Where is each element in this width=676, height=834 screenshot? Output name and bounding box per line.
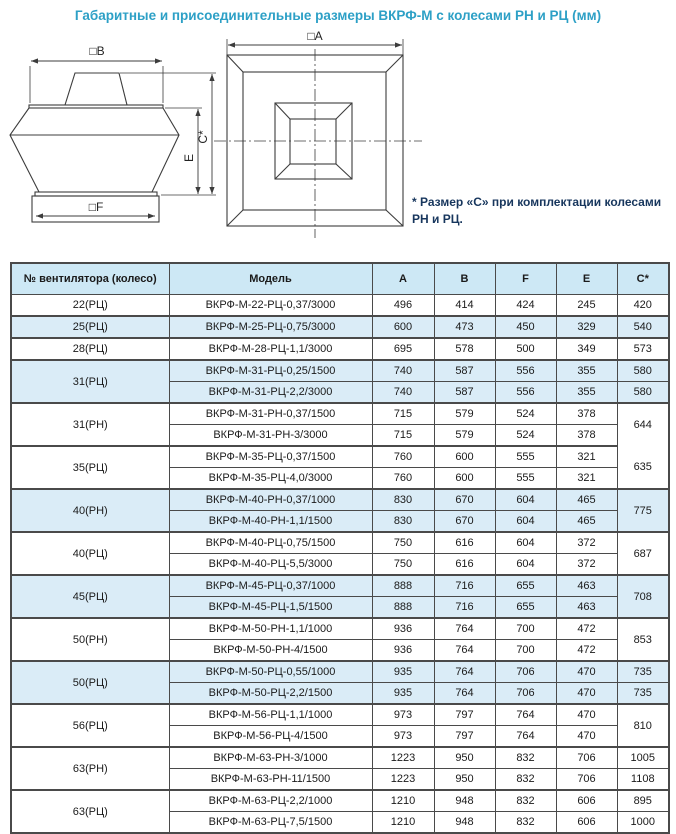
cell-wheel: 50(РН) — [11, 618, 169, 661]
cell-b: 616 — [434, 554, 495, 576]
cell-a: 760 — [372, 468, 434, 490]
cell-model: ВКРФ-М-50-РЦ-0,55/1000 — [169, 661, 372, 683]
cell-b: 587 — [434, 382, 495, 404]
cell-b: 670 — [434, 511, 495, 533]
cell-model: ВКРФ-М-40-РН-0,37/1000 — [169, 489, 372, 511]
cell-model: ВКРФ-М-56-РЦ-1,1/1000 — [169, 704, 372, 726]
cell-f: 655 — [495, 575, 556, 597]
dim-f-label: □F — [88, 200, 104, 214]
dim-a-label: □A — [307, 29, 323, 43]
table-row — [11, 532, 669, 554]
cell-c: 420 — [617, 295, 669, 317]
cell-e: 463 — [556, 597, 617, 619]
cell-b: 764 — [434, 618, 495, 640]
cell-c: 540 — [617, 316, 669, 338]
fan-body-outline — [10, 108, 179, 192]
cell-a: 888 — [372, 597, 434, 619]
cell-a: 750 — [372, 554, 434, 576]
cell-wheel: 63(РН) — [11, 747, 169, 790]
cell-f: 604 — [495, 532, 556, 554]
cell-f: 832 — [495, 769, 556, 791]
cell-b: 579 — [434, 403, 495, 425]
cell-c: 580 — [617, 360, 669, 382]
cell-model: ВКРФ-М-40-РЦ-0,75/1500 — [169, 532, 372, 554]
cell-c: 635 — [617, 446, 669, 489]
table-row — [11, 338, 669, 360]
cell-e: 245 — [556, 295, 617, 317]
cell-e: 372 — [556, 554, 617, 576]
cell-model: ВКРФ-М-50-РН-1,1/1000 — [169, 618, 372, 640]
cell-b: 950 — [434, 747, 495, 769]
cell-f: 764 — [495, 704, 556, 726]
table-row — [11, 747, 669, 769]
cell-b: 716 — [434, 575, 495, 597]
cell-f: 706 — [495, 661, 556, 683]
cell-a: 750 — [372, 532, 434, 554]
cell-e: 606 — [556, 812, 617, 834]
cell-model: ВКРФ-М-63-РН-11/1500 — [169, 769, 372, 791]
cell-f: 555 — [495, 468, 556, 490]
cell-f: 700 — [495, 618, 556, 640]
cell-f: 700 — [495, 640, 556, 662]
cell-wheel: 63(РЦ) — [11, 790, 169, 833]
cell-f: 450 — [495, 316, 556, 338]
cell-model: ВКРФ-М-40-РЦ-5,5/3000 — [169, 554, 372, 576]
cell-f: 556 — [495, 382, 556, 404]
cell-c: 810 — [617, 704, 669, 747]
cell-e: 378 — [556, 403, 617, 425]
cell-a: 830 — [372, 511, 434, 533]
cell-c: 895 — [617, 790, 669, 812]
cell-e: 329 — [556, 316, 617, 338]
cell-model: ВКРФ-М-56-РЦ-4/1500 — [169, 726, 372, 748]
cell-e: 706 — [556, 747, 617, 769]
table-row — [11, 446, 669, 468]
table-header — [11, 263, 669, 295]
cell-a: 1210 — [372, 812, 434, 834]
cell-wheel: 45(РЦ) — [11, 575, 169, 618]
cell-b: 948 — [434, 790, 495, 812]
cell-e: 321 — [556, 446, 617, 468]
dim-e-label: E — [182, 153, 196, 163]
table-row — [11, 661, 669, 683]
cell-model: ВКРФ-М-31-РЦ-0,25/1500 — [169, 360, 372, 382]
cell-a: 740 — [372, 360, 434, 382]
cell-model: ВКРФ-М-35-РЦ-0,37/1500 — [169, 446, 372, 468]
dim-c-label: C* — [196, 130, 210, 144]
cell-e: 606 — [556, 790, 617, 812]
cell-a: 830 — [372, 489, 434, 511]
drawings-area — [0, 24, 676, 258]
cell-a: 1210 — [372, 790, 434, 812]
cell-f: 500 — [495, 338, 556, 360]
cell-e: 372 — [556, 532, 617, 554]
column-header-3: B — [434, 263, 495, 295]
cell-wheel: 28(РЦ) — [11, 338, 169, 360]
cell-e: 349 — [556, 338, 617, 360]
cell-c: 853 — [617, 618, 669, 661]
cell-a: 496 — [372, 295, 434, 317]
cell-wheel: 56(РЦ) — [11, 704, 169, 747]
cell-c: 708 — [617, 575, 669, 618]
cell-model: ВКРФ-М-31-РН-3/3000 — [169, 425, 372, 447]
cell-c: 775 — [617, 489, 669, 532]
table-row — [11, 360, 669, 382]
cell-c: 687 — [617, 532, 669, 575]
cell-b: 764 — [434, 661, 495, 683]
cell-model: ВКРФ-М-50-РН-4/1500 — [169, 640, 372, 662]
cell-f: 655 — [495, 597, 556, 619]
cell-a: 695 — [372, 338, 434, 360]
column-header-6: C* — [617, 263, 669, 295]
table-row — [11, 295, 669, 317]
side-view-drawing — [2, 40, 218, 236]
cell-a: 936 — [372, 618, 434, 640]
cell-wheel: 40(РН) — [11, 489, 169, 532]
cell-f: 524 — [495, 403, 556, 425]
cell-b: 764 — [434, 683, 495, 705]
cell-e: 355 — [556, 382, 617, 404]
column-header-2: A — [372, 263, 434, 295]
cell-model: ВКРФ-М-31-РЦ-2,2/3000 — [169, 382, 372, 404]
fan-dimensions-table — [10, 262, 670, 834]
cell-f: 764 — [495, 726, 556, 748]
table-row — [11, 403, 669, 425]
dimension-note: * Размер «С» при комплектации колесами РН и РЦ. — [412, 195, 662, 226]
cell-b: 716 — [434, 597, 495, 619]
table-row — [11, 790, 669, 812]
cell-b: 473 — [434, 316, 495, 338]
cell-c: 735 — [617, 683, 669, 705]
cell-model: ВКРФ-М-45-РЦ-0,37/1000 — [169, 575, 372, 597]
column-header-1: Модель — [169, 263, 372, 295]
cell-a: 935 — [372, 661, 434, 683]
cell-wheel: 35(РЦ) — [11, 446, 169, 489]
cell-a: 740 — [372, 382, 434, 404]
cell-b: 797 — [434, 704, 495, 726]
cell-f: 706 — [495, 683, 556, 705]
cell-c: 1108 — [617, 769, 669, 791]
cell-e: 465 — [556, 511, 617, 533]
cell-e: 378 — [556, 425, 617, 447]
cell-a: 973 — [372, 704, 434, 726]
cell-wheel: 25(РЦ) — [11, 316, 169, 338]
cell-model: ВКРФ-М-50-РЦ-2,2/1500 — [169, 683, 372, 705]
cell-c: 644 — [617, 403, 669, 446]
column-header-5: E — [556, 263, 617, 295]
top-view-drawing — [210, 26, 426, 242]
cell-e: 321 — [556, 468, 617, 490]
cell-a: 888 — [372, 575, 434, 597]
cell-b: 600 — [434, 446, 495, 468]
cell-model: ВКРФ-М-45-РЦ-1,5/1500 — [169, 597, 372, 619]
cell-wheel: 50(РЦ) — [11, 661, 169, 704]
cell-model: ВКРФ-М-28-РЦ-1,1/3000 — [169, 338, 372, 360]
cell-a: 760 — [372, 446, 434, 468]
column-header-0: № вентилятора (колесо) — [11, 263, 169, 295]
motor-cover-outline — [65, 73, 127, 105]
cell-e: 470 — [556, 726, 617, 748]
cell-a: 1223 — [372, 769, 434, 791]
cell-a: 715 — [372, 425, 434, 447]
cell-c: 573 — [617, 338, 669, 360]
cell-f: 604 — [495, 554, 556, 576]
table-row — [11, 316, 669, 338]
cell-e: 355 — [556, 360, 617, 382]
cell-e: 470 — [556, 683, 617, 705]
cell-f: 832 — [495, 790, 556, 812]
cell-f: 424 — [495, 295, 556, 317]
cell-f: 604 — [495, 511, 556, 533]
cell-f: 524 — [495, 425, 556, 447]
table-row — [11, 575, 669, 597]
table-row — [11, 704, 669, 726]
cell-model: ВКРФ-М-40-РН-1,1/1500 — [169, 511, 372, 533]
cell-b: 950 — [434, 769, 495, 791]
cell-a: 715 — [372, 403, 434, 425]
cell-e: 465 — [556, 489, 617, 511]
cell-b: 764 — [434, 640, 495, 662]
dim-b-label: □B — [89, 44, 105, 58]
cell-model: ВКРФ-М-63-РЦ-2,2/1000 — [169, 790, 372, 812]
cell-model: ВКРФ-М-63-РЦ-7,5/1500 — [169, 812, 372, 834]
cell-b: 578 — [434, 338, 495, 360]
table-row — [11, 489, 669, 511]
cell-model: ВКРФ-М-25-РЦ-0,75/3000 — [169, 316, 372, 338]
cell-c: 1005 — [617, 747, 669, 769]
cell-e: 472 — [556, 618, 617, 640]
cell-c: 735 — [617, 661, 669, 683]
cell-wheel: 40(РЦ) — [11, 532, 169, 575]
cell-wheel: 22(РЦ) — [11, 295, 169, 317]
cell-f: 555 — [495, 446, 556, 468]
cell-b: 600 — [434, 468, 495, 490]
cell-a: 600 — [372, 316, 434, 338]
dimension-f — [36, 200, 155, 216]
cell-b: 579 — [434, 425, 495, 447]
cell-e: 470 — [556, 661, 617, 683]
cell-wheel: 31(РН) — [11, 403, 169, 446]
cell-e: 706 — [556, 769, 617, 791]
cell-b: 797 — [434, 726, 495, 748]
table-row — [11, 618, 669, 640]
dimension-e — [161, 108, 216, 195]
cell-e: 472 — [556, 640, 617, 662]
cell-a: 973 — [372, 726, 434, 748]
page-title: Габаритные и присоединительные размеры ВКРФ-М с колесами РН и РЦ (мм) — [74, 8, 602, 23]
cell-c: 1000 — [617, 812, 669, 834]
cell-b: 616 — [434, 532, 495, 554]
cell-model: ВКРФ-М-31-РН-0,37/1500 — [169, 403, 372, 425]
cell-model: ВКРФ-М-63-РН-3/1000 — [169, 747, 372, 769]
cell-e: 463 — [556, 575, 617, 597]
cell-model: ВКРФ-М-35-РЦ-4,0/3000 — [169, 468, 372, 490]
table-header-row — [11, 263, 669, 295]
cell-b: 670 — [434, 489, 495, 511]
cell-b: 587 — [434, 360, 495, 382]
cell-a: 935 — [372, 683, 434, 705]
cell-a: 936 — [372, 640, 434, 662]
cell-b: 414 — [434, 295, 495, 317]
cell-b: 948 — [434, 812, 495, 834]
cell-e: 470 — [556, 704, 617, 726]
cell-wheel: 31(РЦ) — [11, 360, 169, 403]
cell-f: 832 — [495, 812, 556, 834]
cell-c: 580 — [617, 382, 669, 404]
dimension-c — [120, 73, 216, 194]
cell-f: 556 — [495, 360, 556, 382]
cell-f: 604 — [495, 489, 556, 511]
cell-model: ВКРФ-М-22-РЦ-0,37/3000 — [169, 295, 372, 317]
cell-f: 832 — [495, 747, 556, 769]
column-header-4: F — [495, 263, 556, 295]
cell-a: 1223 — [372, 747, 434, 769]
